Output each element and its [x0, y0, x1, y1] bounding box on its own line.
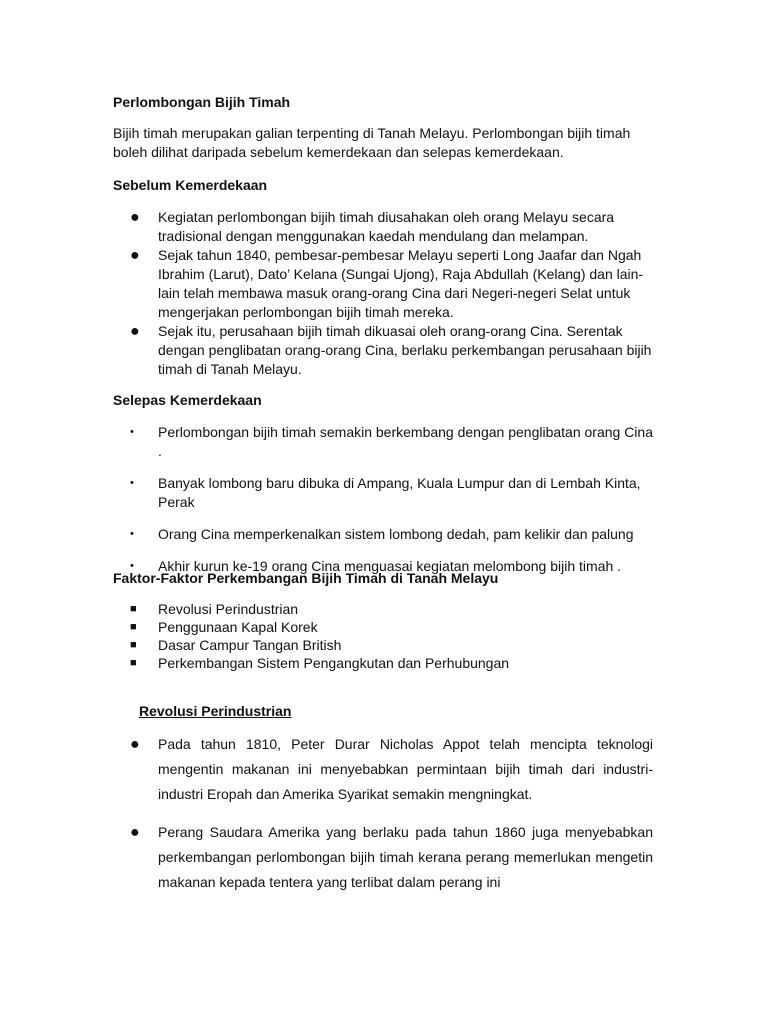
square-bullet-icon: ■ — [130, 657, 137, 669]
list-item: ● Pada tahun 1810, Peter Durar Nicholas Appot telah mencipta teknologi mengentin makanan ini menyebabkan permintaan bijih timah dari industri-industri Eropah dan Amerika Syarikat semakin mengningkat. — [113, 732, 653, 807]
heading-revolusi: Revolusi Perindustrian — [139, 703, 292, 719]
list-item: • Perlombongan bijih timah semakin berkembang dengan penglibatan orang Cina . — [130, 424, 653, 459]
heading-faktor: Faktor-Faktor Perkembangan Bijih Timah di Tanah Melayu — [113, 570, 499, 586]
list-revolusi — [113, 732, 653, 908]
bullet-icon: • — [130, 528, 134, 540]
list-item: ● Perang Saudara Amerika yang berlaku pada tahun 1860 juga menyebabkan perkembangan perlombongan bijih timah kerana perang memerlukan mengetin makanan kepada tentera yang terlibat dalam perang ini — [113, 820, 653, 895]
list-item: ● Kegiatan perlombongan bijih timah diusahakan oleh orang Melayu secara tradisional dengan menggunakan kaedah mendulang dan melampan. — [130, 209, 615, 244]
page-title: Perlombongan Bijih Timah — [113, 94, 291, 110]
list-item: ■ Dasar Campur Tangan British — [130, 637, 342, 653]
heading-sebelum: Sebelum Kemerdekaan — [113, 177, 268, 193]
bullet-icon: ● — [130, 209, 140, 226]
bullet-icon: • — [130, 477, 134, 489]
list-item: ■ Penggunaan Kapal Korek — [130, 619, 318, 635]
list-item: ■ Perkembangan Sistem Pengangkutan dan Perhubungan — [130, 655, 510, 671]
list-item: • Akhir kurun ke-19 orang Cina menguasai kegiatan melombong bijih timah . — [130, 558, 622, 574]
bullet-icon: • — [130, 426, 134, 438]
square-bullet-icon: ■ — [130, 639, 137, 651]
bullet-icon: ● — [130, 247, 140, 264]
bullet-icon: ● — [130, 824, 140, 841]
square-bullet-icon: ■ — [130, 621, 137, 633]
list-sebelum — [113, 208, 653, 379]
list-item: ● Sejak itu, perusahaan bijih timah dikuasai oleh orang-orang Cina. Serentak dengan penglibatan orang-orang Cina, berlaku perkembangan perusahaan bijih timah di Tanah Melayu. — [130, 323, 652, 377]
list-selepas — [113, 423, 653, 589]
bullet-icon: ● — [130, 736, 140, 753]
heading-selepas: Selepas Kemerdekaan — [113, 392, 262, 408]
bullet-icon: • — [130, 560, 134, 572]
list-item: ● Sejak tahun 1840, pembesar-pembesar Melayu seperti Long Jaafar dan Ngah Ibrahim (Larut), Dato’ Kelana (Sungai Ujong), Raja Abdullah (Kelang) dan lain-lain telah membawa masuk orang-orang Cina dari Negeri-negeri Selat untuk mengerjakan perlombongan bijih timah mereka. — [130, 247, 644, 320]
list-faktor — [113, 600, 653, 672]
square-bullet-icon: ■ — [130, 603, 137, 615]
list-item: ■ Revolusi Perindustrian — [130, 601, 299, 617]
list-item: • Banyak lombong baru dibuka di Ampang, Kuala Lumpur dan di Lembah Kinta, Perak — [130, 475, 641, 510]
intro-paragraph: Bijih timah merupakan galian terpenting di Tanah Melayu. Perlombongan bijih timah boleh dilihat daripada sebelum kemerdekaan dan selepas kemerdekaan. — [113, 125, 631, 160]
list-item: • Orang Cina memperkenalkan sistem lombong dedah, pam kelikir dan palung — [130, 526, 634, 542]
bullet-icon: ● — [130, 323, 140, 340]
